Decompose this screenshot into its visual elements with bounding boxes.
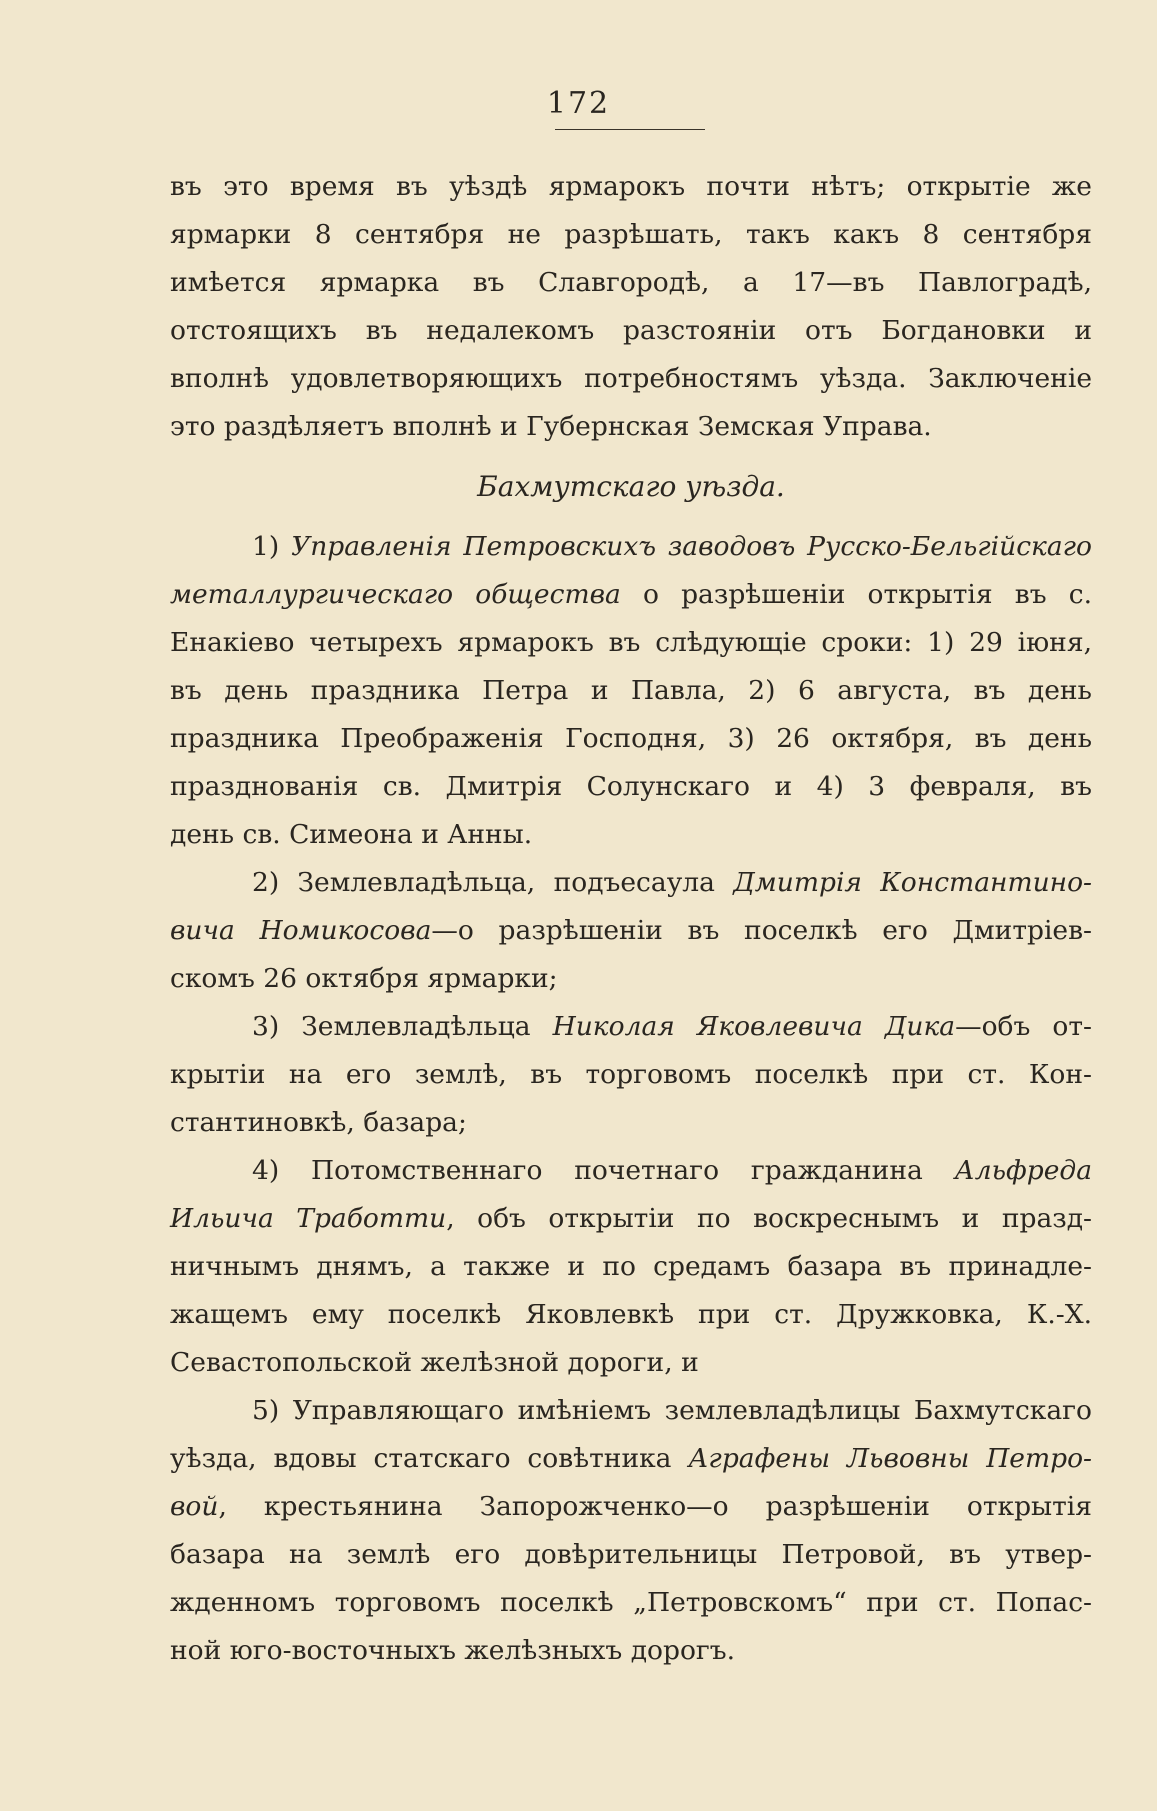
text-line: 5) Управляющаго имѣніемъ землевладѣлицы Бахмутскаго <box>252 1395 1092 1426</box>
italic-name: Николая Яковлевича Дика <box>552 1011 956 1042</box>
text-line: отстоящихъ въ недалекомъ разстояніи отъ Богдановки и <box>170 315 1092 346</box>
text-line: въ день праздника Петра и Павла, 2) 6 августа, въ день <box>170 675 1092 706</box>
text-line <box>170 1483 1092 1531</box>
text-line <box>170 1147 1092 1195</box>
section-heading: Бахмутскаго уѣзда. <box>477 470 785 503</box>
page-text <box>170 163 1092 1675</box>
item-5 <box>170 1387 1092 1675</box>
text-span: , крестьянина Запорожченко—о разрѣшеніи открытія <box>218 1491 1092 1522</box>
text-line <box>170 1435 1092 1483</box>
text-line: въ это время въ уѣздѣ ярмарокъ почти нѣтъ; открытіе же <box>170 171 1092 202</box>
text-line: это раздѣляетъ вполнѣ и Губернская Земская Управа. <box>170 411 932 442</box>
text-line: Енакіево четырехъ ярмарокъ въ слѣдующіе сроки: 1) 29 іюня, <box>170 627 1092 658</box>
item-3 <box>170 1003 1092 1147</box>
text-span: 3) Землевладѣльца <box>252 1011 553 1042</box>
italic-name: Дмитрія Константино- <box>733 867 1093 898</box>
text-span: —объ от- <box>955 1011 1092 1042</box>
text-line: Севастопольской желѣзной дороги, и <box>170 1347 699 1378</box>
text-line <box>170 523 1092 571</box>
text-line: вполнѣ удовлетворяющихъ потребностямъ уѣзда. Заключеніе <box>170 363 1092 394</box>
item-number: 1) <box>252 531 292 562</box>
page-number-rule <box>555 129 705 130</box>
text-span: 4) Потомственнаго почетнаго гражданина <box>252 1155 955 1186</box>
item-2 <box>170 859 1092 1003</box>
text-line: базара на землѣ его довѣрительницы Петровой, въ утвер- <box>170 1539 1092 1570</box>
text-line <box>170 1195 1092 1243</box>
italic-name: Аграфены Львовны Петро- <box>688 1443 1092 1474</box>
text-line: жденномъ торговомъ поселкѣ „Петровскомъ“ при ст. Попас- <box>170 1587 1092 1618</box>
text-line <box>170 859 1092 907</box>
italic-name: вой <box>170 1491 219 1522</box>
text-line: ярмарки 8 сентября не разрѣшать, такъ какъ 8 сентября <box>170 219 1092 250</box>
italic-name: Альфреда <box>954 1155 1092 1186</box>
text-span: уѣзда, вдовы статскаго совѣтника <box>170 1443 689 1474</box>
text-line: стантиновкѣ, базара; <box>170 1107 467 1138</box>
intro-paragraph <box>170 163 1092 451</box>
item-1 <box>170 523 1092 859</box>
italic-name: Ильича Тработти <box>170 1203 447 1234</box>
text-span: о разрѣшеніи открытія въ с. <box>620 579 1093 610</box>
text-line <box>170 1003 1092 1051</box>
text-span: , объ открытіи по воскреснымъ и празд- <box>446 1203 1093 1234</box>
page-number: 172 <box>546 86 611 121</box>
text-line: праздника Преображенія Господня, 3) 26 октября, въ день <box>170 723 1092 754</box>
text-line: жащемъ ему поселкѣ Яковлевкѣ при ст. Дружковка, К.-Х. <box>170 1299 1092 1330</box>
text-line: скомъ 26 октября ярмарки; <box>170 963 558 994</box>
text-span: 2) Землевладѣльца, подъесаула <box>252 867 734 898</box>
text-line: имѣется ярмарка въ Славгородѣ, а 17—въ Павлоградѣ, <box>170 267 1092 298</box>
italic-name: вича Номикосова <box>170 915 432 946</box>
spacer <box>170 451 1092 463</box>
text-line <box>170 571 1092 619</box>
spacer <box>170 511 1092 523</box>
text-line: ной юго-восточныхъ желѣзныхъ дорогъ. <box>170 1635 736 1666</box>
item-4 <box>170 1147 1092 1387</box>
text-line: день св. Симеона и Анны. <box>170 819 533 850</box>
text-line <box>170 907 1092 955</box>
text-line: крытіи на его землѣ, въ торговомъ поселкѣ при ст. Кон- <box>170 1059 1092 1090</box>
italic-name: металлургическаго общества <box>170 579 621 610</box>
text-line: ничнымъ днямъ, а также и по средамъ базара въ принадле- <box>170 1251 1092 1282</box>
text-line: празднованія св. Дмитрія Солунскаго и 4) 3 февраля, въ <box>170 771 1092 802</box>
text-span: —о разрѣшеніи въ поселкѣ его Дмитріев- <box>431 915 1092 946</box>
italic-name: Управленія Петровскихъ заводовъ Русско-Бельгійскаго <box>291 531 1093 562</box>
